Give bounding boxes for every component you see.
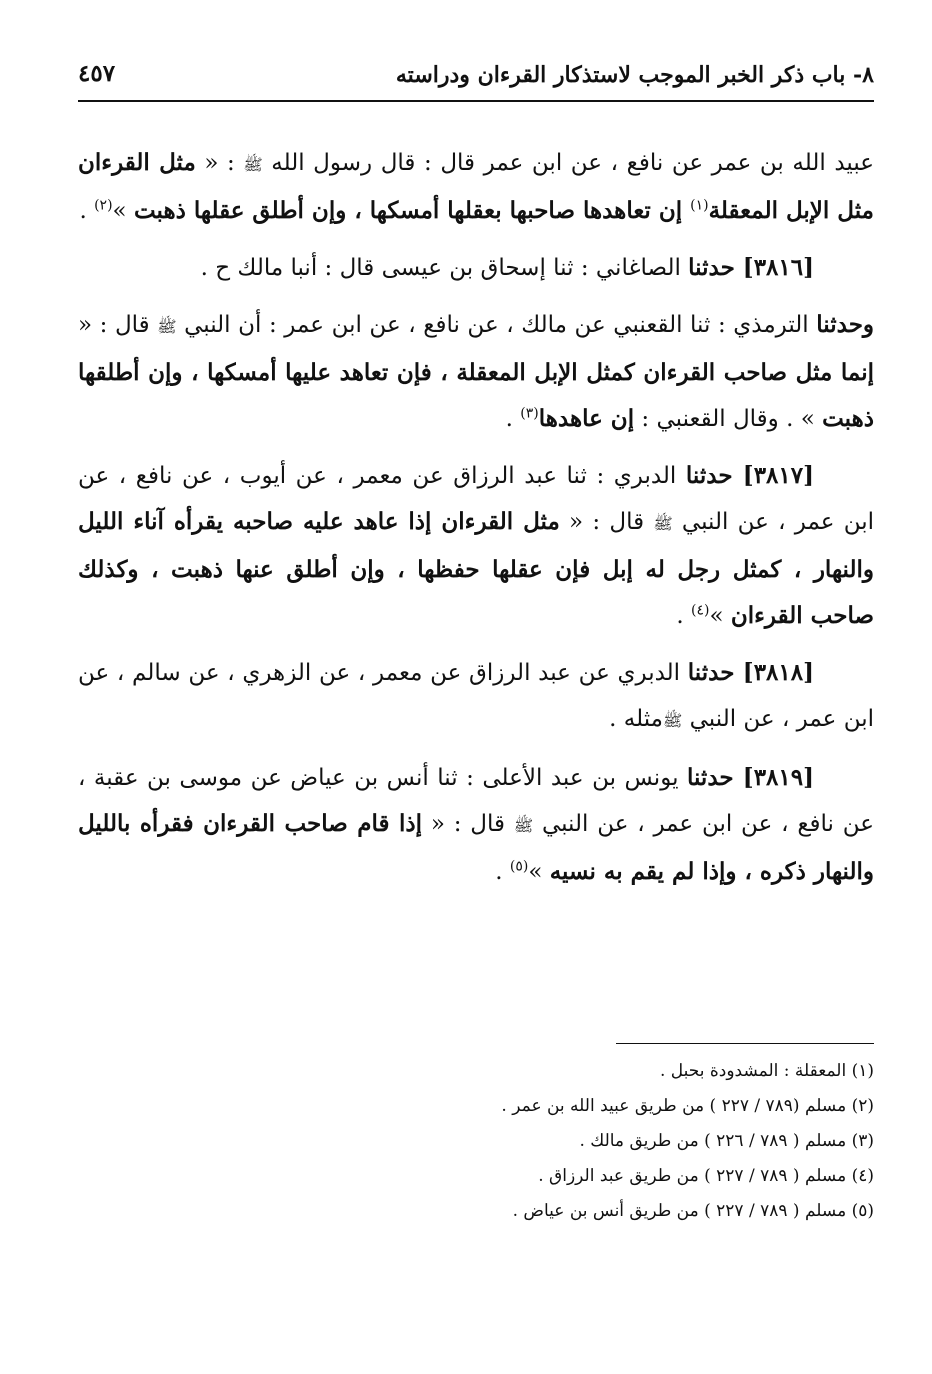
text: . <box>495 859 510 885</box>
text: قال : « <box>78 312 158 338</box>
hadith-text: إذا قام صاحب القرءان فقرأه بالليل والنهار ذكره ، وإذا لم يقم به نسيه <box>78 810 874 885</box>
honorific-glyph: ﷺ <box>653 514 673 533</box>
lead-word: وحدثنا <box>816 311 875 338</box>
honorific-glyph: ﷺ <box>157 317 177 336</box>
isnad-text: الترمذي : ثنا القعنبي عن مالك ، عن نافع ، عن ابن عمر : أن النبي <box>176 312 817 338</box>
hadith-text: مثل القرءان إذا عاهد عليه صاحبه يقرأه آناء الليل والنهار ، كمثل رجل له إبل فإن عقلها حفظها ، وإن أطلق عنها ذهبت ، وكذلك صاحب القرءان <box>78 508 874 629</box>
paragraph-tirmidhi <box>78 302 874 442</box>
isnad-text: يونس بن عبد الأعلى : ثنا أنس بن عياض عن موسى بن عقبة ، عن نافع ، عن ابن عمر ، عن النبي <box>78 765 874 837</box>
hadith-3817 <box>78 453 874 639</box>
text: » <box>709 603 731 629</box>
text: . <box>505 406 521 432</box>
text: » <box>112 198 134 224</box>
text: : « <box>195 150 244 176</box>
footnote: (٥) مسلم ( ٧٨٩ / ٢٢٧ ) من طريق أنس بن عياض . <box>512 1201 874 1221</box>
footnote-ref: (٣) <box>520 405 539 422</box>
page-number: ٤٥٧ <box>78 60 116 87</box>
isnad-text: الدبري عن عبد الرزاق عن معمر ، عن الزهري ، عن سالم ، عن ابن عمر ، عن النبي <box>78 660 874 732</box>
honorific-glyph: ﷺ <box>663 711 683 730</box>
text: . <box>676 603 691 629</box>
isnad-text: الصاغاني : ثنا إسحاق بن عيسى قال : أنبا مالك ح . <box>200 255 689 281</box>
hadith-3818 <box>78 650 874 744</box>
honorific-glyph: ﷺ <box>243 155 263 174</box>
text: . <box>79 198 95 224</box>
running-header <box>78 56 874 96</box>
paragraph-intro <box>78 140 874 234</box>
footnotes <box>78 1054 874 1229</box>
hadith-text: مثل القرءان مثل الإبل المعقلة <box>78 149 874 224</box>
footnote: (١) المعقلة : المشدودة بحبل . <box>659 1061 874 1081</box>
hadith-number: [٣٨١٨] حدثنا <box>687 659 814 686</box>
footnote-separator <box>616 1043 874 1044</box>
footnote-ref: (٢) <box>94 197 113 214</box>
hadith-number: [٣٨١٦] حدثنا <box>688 254 814 281</box>
hadith-number: [٣٨١٩] حدثنا <box>686 764 815 791</box>
text: قال : « <box>422 811 514 837</box>
isnad-text: الدبري : ثنا عبد الرزاق عن معمر ، عن أيوب ، عن نافع ، عن ابن عمر ، عن النبي <box>78 463 875 535</box>
hadith-number: [٣٨١٧] حدثنا <box>685 462 815 489</box>
footnote-ref: (٤) <box>690 602 710 619</box>
text: عبيد الله بن عمر عن نافع ، عن ابن عمر قال : قال رسول الله <box>262 150 874 176</box>
footnote: (٤) مسلم ( ٧٨٩ / ٢٢٧ ) من طريق عبد الرزاق . <box>538 1166 874 1186</box>
hadith-text: إن عاهدها <box>538 405 635 432</box>
text: » <box>528 859 550 885</box>
main-text <box>78 140 874 906</box>
footnote: (٢) مسلم (٧٨٩ / ٢٢٧ ) من طريق عبيد الله بن عمر . <box>501 1096 874 1116</box>
hadith-text: إنما مثل صاحب القرءان كمثل الإبل المعقلة ، فإن تعاهد عليها أمسكها ، وإن أطلقها ذهبت <box>78 359 874 432</box>
hadith-text: إن تعاهدها صاحبها بعقلها أمسكها ، وإن أطلق عقلها ذهبت <box>133 197 691 224</box>
text: مثله . <box>609 706 663 732</box>
footnote: (٣) مسلم ( ٧٨٩ / ٢٢٦ ) من طريق مالك . <box>579 1131 874 1151</box>
text: » . وقال القعنبي : <box>634 406 823 432</box>
hadith-3816 <box>78 245 874 291</box>
hadith-3819 <box>78 755 874 895</box>
footnote-ref: (١) <box>690 197 709 214</box>
text: قال : « <box>559 509 654 535</box>
honorific-glyph: ﷺ <box>513 816 534 835</box>
footnote-ref: (٥) <box>509 858 529 875</box>
chapter-title: ٨- باب ذكر الخبر الموجب لاستذكار القرءان ودراسته <box>395 62 874 88</box>
header-rule <box>78 100 874 102</box>
